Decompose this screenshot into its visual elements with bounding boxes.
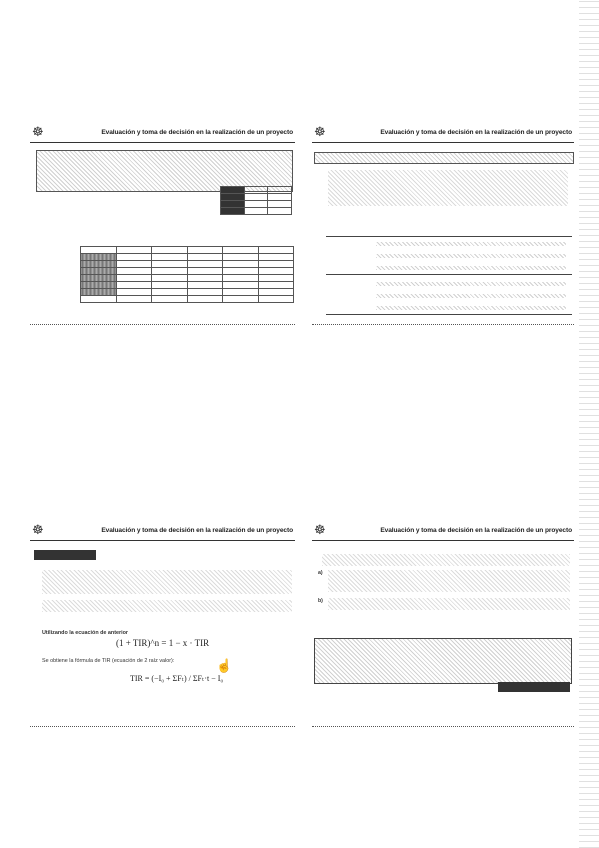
- end-banner: [498, 682, 570, 692]
- summary-table: [220, 186, 292, 215]
- page-bottom-left: [30, 522, 295, 736]
- table-cell: [258, 282, 294, 289]
- table-cell: [258, 254, 294, 261]
- results-table: [326, 236, 572, 316]
- publisher-logo-icon: ☸: [32, 522, 44, 537]
- table-cell: [223, 261, 259, 268]
- footer-rule: [312, 324, 574, 325]
- table-cell: [223, 268, 259, 275]
- footer-rule: [312, 726, 574, 727]
- table-cell: [223, 296, 259, 303]
- body-paragraph: [42, 600, 292, 612]
- formula-2: TIR = (−I₀ + ΣFₜ) / ΣFₜ·t − I₀: [130, 674, 224, 683]
- table-row: [376, 282, 566, 286]
- table-rule: [326, 274, 572, 279]
- table-row: [376, 306, 566, 310]
- page-top-left: [30, 124, 295, 333]
- table-cell: [223, 282, 259, 289]
- table-cell: [223, 275, 259, 282]
- publisher-logo-icon: ☸: [32, 124, 44, 139]
- footer-rule: [30, 324, 295, 325]
- table-cell: [81, 282, 117, 289]
- body-paragraph: [328, 170, 568, 206]
- header-title: Evaluación y toma de decisión en la realización de un proyecto: [380, 129, 572, 136]
- table-cell: [152, 275, 188, 282]
- page-header: [312, 522, 574, 541]
- table-row: [376, 294, 566, 298]
- table-cell: [152, 282, 188, 289]
- header-title: Evaluación y toma de decisión en la realización de un proyecto: [380, 527, 572, 534]
- table-cell: [116, 296, 152, 303]
- table-cell: [152, 296, 188, 303]
- table-cell: [187, 289, 223, 296]
- table-cell: [152, 247, 188, 254]
- page-top-right: [312, 124, 574, 333]
- table-cell: [116, 247, 152, 254]
- table-cell: [81, 261, 117, 268]
- table-cell: [244, 187, 268, 194]
- table-cell: [258, 261, 294, 268]
- table-cell: [187, 282, 223, 289]
- scan-edge-noise: [579, 0, 599, 848]
- table-cell: [187, 247, 223, 254]
- table-cell: [223, 247, 259, 254]
- table-cell: [223, 289, 259, 296]
- table-cell: [258, 268, 294, 275]
- table-cell: [223, 254, 259, 261]
- formula-intro: Utilizando la ecuación de anterior: [42, 630, 128, 636]
- table-cell: [258, 296, 294, 303]
- list-marker: a): [318, 570, 323, 576]
- body-paragraph: [42, 570, 292, 594]
- table-cell: [152, 254, 188, 261]
- table-cell: [81, 247, 117, 254]
- body-paragraph: [322, 554, 570, 566]
- table-cell: [116, 268, 152, 275]
- table-cell: [116, 282, 152, 289]
- table-cell: [244, 194, 268, 201]
- table-row: [376, 266, 566, 270]
- table-cell: [221, 208, 245, 215]
- table-cell: [116, 275, 152, 282]
- table-cell: [244, 201, 268, 208]
- list-item-text: [328, 598, 570, 610]
- publisher-logo-icon: ☸: [314, 124, 326, 139]
- publisher-logo-icon: ☸: [314, 522, 326, 537]
- table-rule: [326, 314, 572, 319]
- table-cell: [152, 289, 188, 296]
- formula-caption: Se obtiene la fórmula de TIR (ecuación de 2 raíz valor):: [42, 658, 175, 664]
- table-cell: [81, 296, 117, 303]
- formula-1: (1 + TIR)^n = 1 − x · TIR: [116, 638, 210, 648]
- table-cell: [152, 261, 188, 268]
- table-cell: [187, 254, 223, 261]
- table-cell: [268, 194, 292, 201]
- table-cell: [81, 268, 117, 275]
- section-heading-banner: [34, 550, 96, 560]
- table-cell: [187, 261, 223, 268]
- table-cell: [221, 187, 245, 194]
- table-cell: [268, 187, 292, 194]
- page-header: [30, 124, 295, 143]
- table-rule: [326, 236, 572, 241]
- table-cell: [221, 194, 245, 201]
- table-cell: [81, 289, 117, 296]
- header-title: Evaluación y toma de decisión en la realización de un proyecto: [101, 527, 293, 534]
- hand-icon: ☝: [216, 658, 233, 673]
- table-cell: [116, 254, 152, 261]
- table-cell: [116, 289, 152, 296]
- table-cell: [258, 275, 294, 282]
- page-header: [30, 522, 295, 541]
- table-cell: [268, 208, 292, 215]
- list-item-text: [328, 570, 570, 592]
- table-row: [376, 254, 566, 258]
- table-cell: [187, 296, 223, 303]
- table-cell: [152, 268, 188, 275]
- table-cell: [81, 254, 117, 261]
- table-cell: [187, 268, 223, 275]
- table-cell: [221, 201, 245, 208]
- highlighted-paragraph: [314, 152, 574, 164]
- table-cell: [258, 289, 294, 296]
- list-marker: b): [318, 598, 323, 604]
- table-cell: [268, 201, 292, 208]
- boxed-note: [314, 638, 572, 684]
- table-cell: [244, 208, 268, 215]
- table-cell: [187, 275, 223, 282]
- footer-rule: [30, 726, 295, 727]
- cash-flow-table: [80, 246, 294, 303]
- table-cell: [116, 261, 152, 268]
- page-bottom-right: [312, 522, 574, 736]
- page-header: [312, 124, 574, 143]
- table-cell: [81, 275, 117, 282]
- header-title: Evaluación y toma de decisión en la realización de un proyecto: [101, 129, 293, 136]
- table-row: [376, 242, 566, 246]
- table-cell: [258, 247, 294, 254]
